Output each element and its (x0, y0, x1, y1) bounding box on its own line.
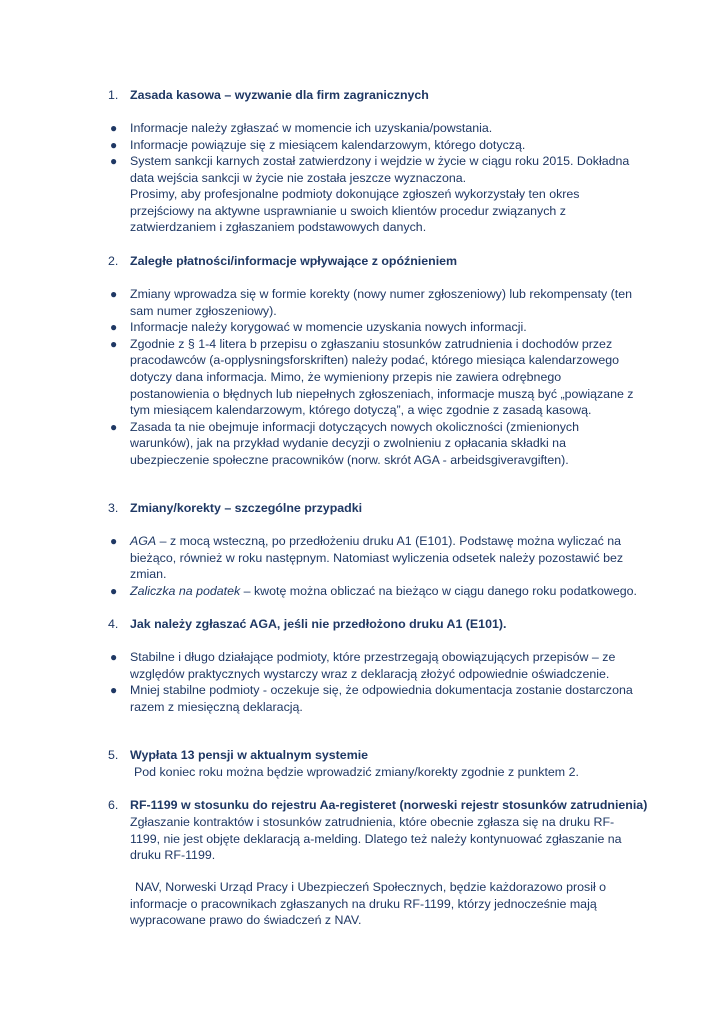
section-6-body-2: NAV, Norweski Urząd Pracy i Ubezpieczeń Społecznych, będzie każdorazowo prosił o informacje o pracownikach zgłaszanych na druku RF-1199, którzy jednocześnie mają wypracowane prawo do świadczeń z NAV. (130, 880, 607, 928)
section-title: Wypłata 13 pensji w aktualnym systemie (130, 748, 369, 762)
list-item: ● Informacje należy korygować w momencie uzyskania nowych informacji. (110, 320, 527, 335)
section-5-body: Pod koniec roku można będzie wprowadzić zmiany/korekty zgodnie z punktem 2. (134, 765, 579, 779)
list-item: ● Zgodnie z § 1-4 litera b przepisu o zgłaszaniu stosunków zatrudnienia i dochodów przez pracodawców (a-opplysningsforskriften) należy podać, którego miesiąca kalendarzowego dotyczy dana informacja. Mimo, że wymieniony przepis nie zawiera odrębnego postanowienia o błędnych lub niepełnych zgłoszeniach, informacje muszą być „powiązane z tym miesiącem kalendarzowym, którego dotyczą”, a więc zgodnie z zasadą kasową. (110, 336, 634, 418)
section-number: 6. (108, 798, 119, 812)
list-item: ● Zasada ta nie obejmuje informacji dotyczących nowych okoliczności (zmienionych warunków), jak na przykład wydanie decyzji o zwolnieniu z opłacania składki na ubezpieczenie społeczne pracowników (norw. skrót AGA - arbeidsgiveravgiften). (110, 419, 580, 467)
section-title: Zmiany/korekty – szczególne przypadki (130, 501, 363, 515)
bullet-icon: ● (110, 121, 118, 135)
bullet-icon: ● (110, 336, 118, 351)
section-number: 2. (108, 254, 119, 268)
section-title: Zaległe płatności/informacje wpływające z opóźnieniem (130, 254, 458, 268)
bullet-icon: ● (110, 137, 118, 152)
term: AGA (130, 534, 157, 548)
list-item: ● Mniej stabilne podmioty - oczekuje się, że odpowiednia dokumentacja zostanie dostarczona razem z miesięczną deklaracją. (110, 683, 633, 714)
section-title: Jak należy zgłaszać AGA, jeśli nie przedłożono druku A1 (E101). (130, 617, 507, 631)
bullet-icon: ● (110, 534, 118, 548)
list-item: ● Stabilne i długo działające podmioty, które przestrzegają obowiązujących przepisów – ze względów praktycznych wystarczy wraz z deklaracją złożyć odpowiednie oświadczenie. (110, 650, 616, 681)
section-number: 3. (108, 501, 119, 515)
bullet-icon: ● (110, 287, 118, 301)
section-2-bullets (0, 286, 725, 469)
section-number: 4. (108, 617, 119, 631)
bullet-icon: ● (110, 419, 118, 434)
section-number: 1. (108, 88, 119, 102)
section-3-bullets (0, 533, 725, 599)
section-1-bullets (0, 120, 725, 186)
list-item: ● Zmiany wprowadza się w formie korekty (nowy numer zgłoszeniowy) lub rekompensaty (ten sam numer zgłoszeniowy). (110, 287, 633, 318)
list-item: ● AGA – z mocą wsteczną, po przedłożeniu druku A1 (E101). Podstawę można wyliczać na bieżąco, również w roku następnym. Natomiast wyliczenia odsetek należy pozostawić bez zmian. (110, 534, 624, 582)
bullet-icon: ● (110, 650, 118, 664)
section-6-body: Zgłaszanie kontraktów i stosunków zatrudnienia, które obecnie zgłasza się na druku RF-1199, nie jest objęte deklaracją a-melding. Dlatego też należy kontynuować zgłaszanie na druku RF-1199. (130, 815, 622, 863)
list-item: ● System sankcji karnych został zatwierdzony i wejdzie w życie w ciągu roku 2015. Dokładna data wejścia sankcji w życie nie została jeszcze wyznaczona. (110, 154, 630, 185)
section-4-bullets (0, 649, 725, 715)
term: Zaliczka na podatek (130, 583, 241, 598)
bullet-icon: ● (110, 320, 118, 335)
bullet-icon: ● (110, 154, 118, 169)
section-title: Zasada kasowa – wyzwanie dla firm zagranicznych (130, 88, 429, 102)
section-1-continuation: Prosimy, aby profesjonalne podmioty dokonujące zgłoszeń wykorzystały ten okres przejściowy na aktywne usprawnianie u swoich klientów procedur związanych z zatwierdzaniem i zgłaszaniem podstawowych danych. (130, 187, 580, 235)
section-title: RF-1199 w stosunku do rejestru Aa-registeret (norweski rejestr stosunków zatrudnienia) (130, 798, 648, 812)
section-number: 5. (108, 748, 119, 762)
list-item: ● Informacje należy zgłaszać w momencie ich uzyskania/powstania. (110, 121, 493, 135)
list-item: ● Zaliczka na podatek – kwotę można obliczać na bieżąco w ciągu danego roku podatkowego. (110, 583, 637, 598)
list-item: ● Informacje powiązuje się z miesiącem kalendarzowym, którego dotyczą. (110, 137, 526, 152)
bullet-icon: ● (110, 583, 118, 598)
bullet-icon: ● (110, 683, 118, 698)
